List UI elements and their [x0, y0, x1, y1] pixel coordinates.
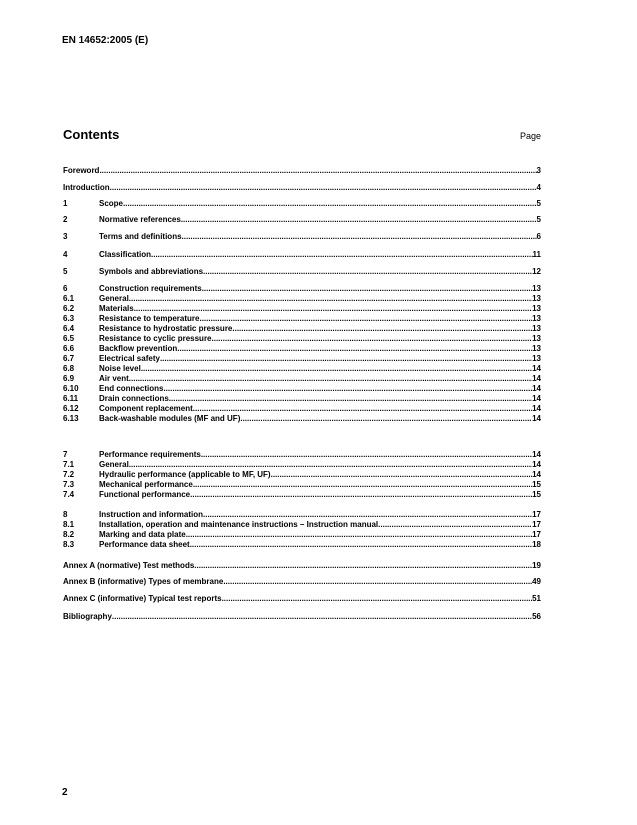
- toc-entry[interactable]: [63, 354, 541, 363]
- toc-entry-page: 13: [532, 344, 541, 353]
- toc-entry[interactable]: [63, 577, 541, 586]
- toc-entry-number: 6.11: [63, 394, 79, 403]
- toc-dot-leader: [123, 199, 537, 208]
- toc-entry-title: Bibliography: [63, 612, 112, 621]
- toc-dot-leader: [160, 354, 532, 363]
- toc-entry-number: 1: [63, 199, 68, 208]
- toc-dot-leader: [129, 374, 532, 383]
- toc-dot-leader: [201, 450, 532, 459]
- toc-entry[interactable]: [63, 166, 541, 175]
- toc-dot-leader: [232, 324, 532, 333]
- toc-entry-number: 2: [63, 215, 68, 224]
- toc-entry[interactable]: [63, 294, 541, 303]
- toc-entry-page: 12: [532, 267, 541, 276]
- toc-entry[interactable]: [63, 364, 541, 373]
- toc-entry[interactable]: [63, 232, 541, 241]
- toc-entry-number: 6.2: [63, 304, 75, 313]
- toc-dot-leader: [129, 460, 532, 469]
- toc-dot-leader: [163, 384, 532, 393]
- toc-entry-number: 6.1: [63, 294, 75, 303]
- toc-entry-page: 18: [532, 540, 541, 549]
- toc-entry-page: 5: [536, 199, 541, 208]
- toc-entry-number: 6.8: [63, 364, 75, 373]
- toc-entry[interactable]: [63, 374, 541, 383]
- toc-dot-leader: [212, 334, 533, 343]
- toc-entry-number: 6.10: [63, 384, 79, 393]
- toc-entry-title: Normative references: [99, 215, 181, 224]
- toc-entry-page: 15: [532, 480, 541, 489]
- toc-entry-page: 13: [532, 304, 541, 313]
- toc-entry-number: 4: [63, 250, 68, 259]
- toc-entry[interactable]: [63, 520, 541, 529]
- toc-entry[interactable]: [63, 183, 541, 192]
- toc-dot-leader: [181, 215, 537, 224]
- toc-entry-page: 49: [532, 577, 541, 586]
- toc-entry-title: Air vent: [99, 374, 129, 383]
- toc-dot-leader: [112, 612, 532, 621]
- toc-entry-title: General: [99, 460, 129, 469]
- toc-entry-title: Functional performance: [99, 490, 191, 499]
- toc-entry-title: Symbols and abbreviations: [99, 267, 204, 276]
- toc-entry-number: 6.7: [63, 354, 75, 363]
- toc-entry-page: 14: [532, 450, 541, 459]
- toc-entry-number: 7: [63, 450, 68, 459]
- toc-entry-number: 6.4: [63, 324, 75, 333]
- toc-dot-leader: [202, 284, 532, 293]
- toc-dot-leader: [194, 561, 532, 570]
- toc-entry[interactable]: [63, 284, 541, 293]
- toc-entry-page: 15: [532, 490, 541, 499]
- toc-entry[interactable]: [63, 314, 541, 323]
- toc-entry[interactable]: [63, 384, 541, 393]
- toc-entry-number: 6.3: [63, 314, 75, 323]
- toc-entry-number: 6: [63, 284, 68, 293]
- toc-entry-page: 13: [532, 314, 541, 323]
- page-column-label: Page: [519, 131, 541, 141]
- toc-entry-title: Construction requirements: [99, 284, 202, 293]
- toc-dot-leader: [193, 404, 532, 413]
- toc-entry-page: 5: [536, 215, 541, 224]
- toc-entry[interactable]: [63, 510, 541, 519]
- toc-entry-number: 7.2: [63, 470, 75, 479]
- toc-entry-page: 17: [532, 520, 541, 529]
- toc-entry-number: 8.3: [63, 540, 75, 549]
- toc-entry-page: 56: [532, 612, 541, 621]
- toc-dot-leader: [271, 470, 533, 479]
- toc-entry-title: Hydraulic performance (applicable to MF, UF): [99, 470, 271, 479]
- toc-entry[interactable]: [63, 470, 541, 479]
- toc-entry[interactable]: [63, 250, 541, 259]
- toc-entry[interactable]: [63, 414, 541, 423]
- toc-entry[interactable]: [63, 612, 541, 621]
- toc-entry[interactable]: [63, 324, 541, 333]
- toc-entry-title: General: [99, 294, 129, 303]
- toc-entry-number: 7.1: [63, 460, 75, 469]
- toc-entry-title: Backflow prevention: [99, 344, 178, 353]
- toc-entry-number: 7.3: [63, 480, 75, 489]
- toc-entry-number: 8: [63, 510, 68, 519]
- toc-entry-page: 4: [536, 183, 541, 192]
- toc-dot-leader: [190, 490, 532, 499]
- toc-entry-title: Resistance to hydrostatic pressure: [99, 324, 233, 333]
- toc-dot-leader: [193, 480, 532, 489]
- toc-dot-leader: [378, 520, 532, 529]
- toc-dot-leader: [222, 594, 533, 603]
- toc-dot-leader: [190, 540, 532, 549]
- toc-dot-leader: [223, 577, 532, 586]
- toc-dot-leader: [141, 364, 532, 373]
- toc-entry-title: Resistance to cyclic pressure: [99, 334, 212, 343]
- toc-entry-page: 14: [532, 374, 541, 383]
- toc-entry-page: 14: [532, 460, 541, 469]
- toc-entry-title: Noise level: [99, 364, 141, 373]
- toc-entry[interactable]: [63, 334, 541, 343]
- toc-entry-title: Materials: [99, 304, 134, 313]
- toc-entry-title: Component replacement: [99, 404, 193, 413]
- toc-entry-number: 8.2: [63, 530, 75, 539]
- toc-dot-leader: [203, 510, 532, 519]
- toc-entry[interactable]: [63, 594, 541, 603]
- toc-entry-title: Drain connections: [99, 394, 169, 403]
- toc-entry[interactable]: [63, 215, 541, 224]
- toc-entry-title: Classification: [99, 250, 152, 259]
- toc-entry-title: Performance requirements: [99, 450, 201, 459]
- toc-entry-title: Installation, operation and maintenance instructions – Instruction manual: [99, 520, 379, 529]
- toc-entry[interactable]: [63, 490, 541, 499]
- toc-entry-number: 6.13: [63, 414, 79, 423]
- toc-entry-title: Scope: [99, 199, 124, 208]
- toc-entry-number: 6.9: [63, 374, 75, 383]
- toc-entry[interactable]: [63, 480, 541, 489]
- toc-entry-page: 51: [532, 594, 541, 603]
- toc-entry-page: 14: [532, 394, 541, 403]
- toc-entry[interactable]: [63, 404, 541, 413]
- toc-entry-number: 6.12: [63, 404, 79, 413]
- toc-entry-number: 6.6: [63, 344, 75, 353]
- toc-entry-title: Annex A (normative) Test methods: [63, 561, 195, 570]
- toc-entry-number: 8.1: [63, 520, 75, 529]
- contents-title: Contents: [63, 127, 120, 142]
- toc-entry-page: 14: [532, 470, 541, 479]
- toc-entry[interactable]: [63, 460, 541, 469]
- toc-entry-page: 6: [536, 232, 541, 241]
- toc-entry-page: 3: [536, 166, 541, 175]
- toc-entry[interactable]: [63, 267, 541, 276]
- toc-dot-leader: [99, 166, 536, 175]
- toc-entry-title: Foreword: [63, 166, 100, 175]
- toc-entry-page: 17: [532, 530, 541, 539]
- toc-dot-leader: [177, 344, 532, 353]
- toc-entry-page: 14: [532, 364, 541, 373]
- toc-dot-leader: [151, 250, 533, 259]
- toc-entry-number: 6.5: [63, 334, 75, 343]
- toc-entry-title: Mechanical performance: [99, 480, 193, 489]
- toc-entry[interactable]: [63, 530, 541, 539]
- toc-entry-page: 13: [532, 354, 541, 363]
- toc-entry-page: 14: [532, 414, 541, 423]
- toc-entry-page: 13: [532, 324, 541, 333]
- toc-entry-page: 19: [532, 561, 541, 570]
- toc-dot-leader: [169, 394, 532, 403]
- toc-entry-title: Electrical safety: [99, 354, 160, 363]
- toc-entry-title: Terms and definitions: [99, 232, 182, 241]
- toc-entry-number: 3: [63, 232, 68, 241]
- toc-entry[interactable]: [63, 394, 541, 403]
- toc-entry-page: 14: [532, 404, 541, 413]
- toc-entry-page: 13: [532, 334, 541, 343]
- toc-dot-leader: [186, 530, 532, 539]
- toc-entry[interactable]: [63, 450, 541, 459]
- toc-dot-leader: [240, 414, 532, 423]
- toc-dot-leader: [129, 294, 532, 303]
- toc-entry-title: Back-washable modules (MF and UF): [99, 414, 241, 423]
- toc-dot-leader: [110, 183, 537, 192]
- toc-entry[interactable]: [63, 304, 541, 313]
- toc-entry-page: 13: [532, 294, 541, 303]
- toc-entry-title: End connections: [99, 384, 164, 393]
- toc-entry-title: Annex B (informative) Types of membrane: [63, 577, 224, 586]
- toc-entry-page: 13: [532, 284, 541, 293]
- toc-entry-number: 7.4: [63, 490, 75, 499]
- toc-entry-page: 17: [532, 510, 541, 519]
- toc-entry-title: Introduction: [63, 183, 110, 192]
- toc-entry-title: Resistance to temperature: [99, 314, 200, 323]
- toc-dot-leader: [203, 267, 532, 276]
- toc-dot-leader: [182, 232, 537, 241]
- toc-entry-page: 14: [532, 384, 541, 393]
- toc-dot-leader: [134, 304, 532, 313]
- toc-entry[interactable]: [63, 344, 541, 353]
- toc-entry-title: Annex C (informative) Typical test reports: [63, 594, 222, 603]
- toc-dot-leader: [199, 314, 532, 323]
- toc-entry-title: Marking and data plate: [99, 530, 186, 539]
- toc-entry-title: Instruction and information: [99, 510, 203, 519]
- toc-entry-page: 11: [532, 250, 541, 259]
- toc-entry[interactable]: [63, 561, 541, 570]
- toc-entry-number: 5: [63, 267, 68, 276]
- page-number: 2: [62, 787, 68, 798]
- toc-entry[interactable]: [63, 540, 541, 549]
- toc-entry-title: Performance data sheet: [99, 540, 190, 549]
- document-header: EN 14652:2005 (E): [62, 35, 149, 46]
- toc-entry[interactable]: [63, 199, 541, 208]
